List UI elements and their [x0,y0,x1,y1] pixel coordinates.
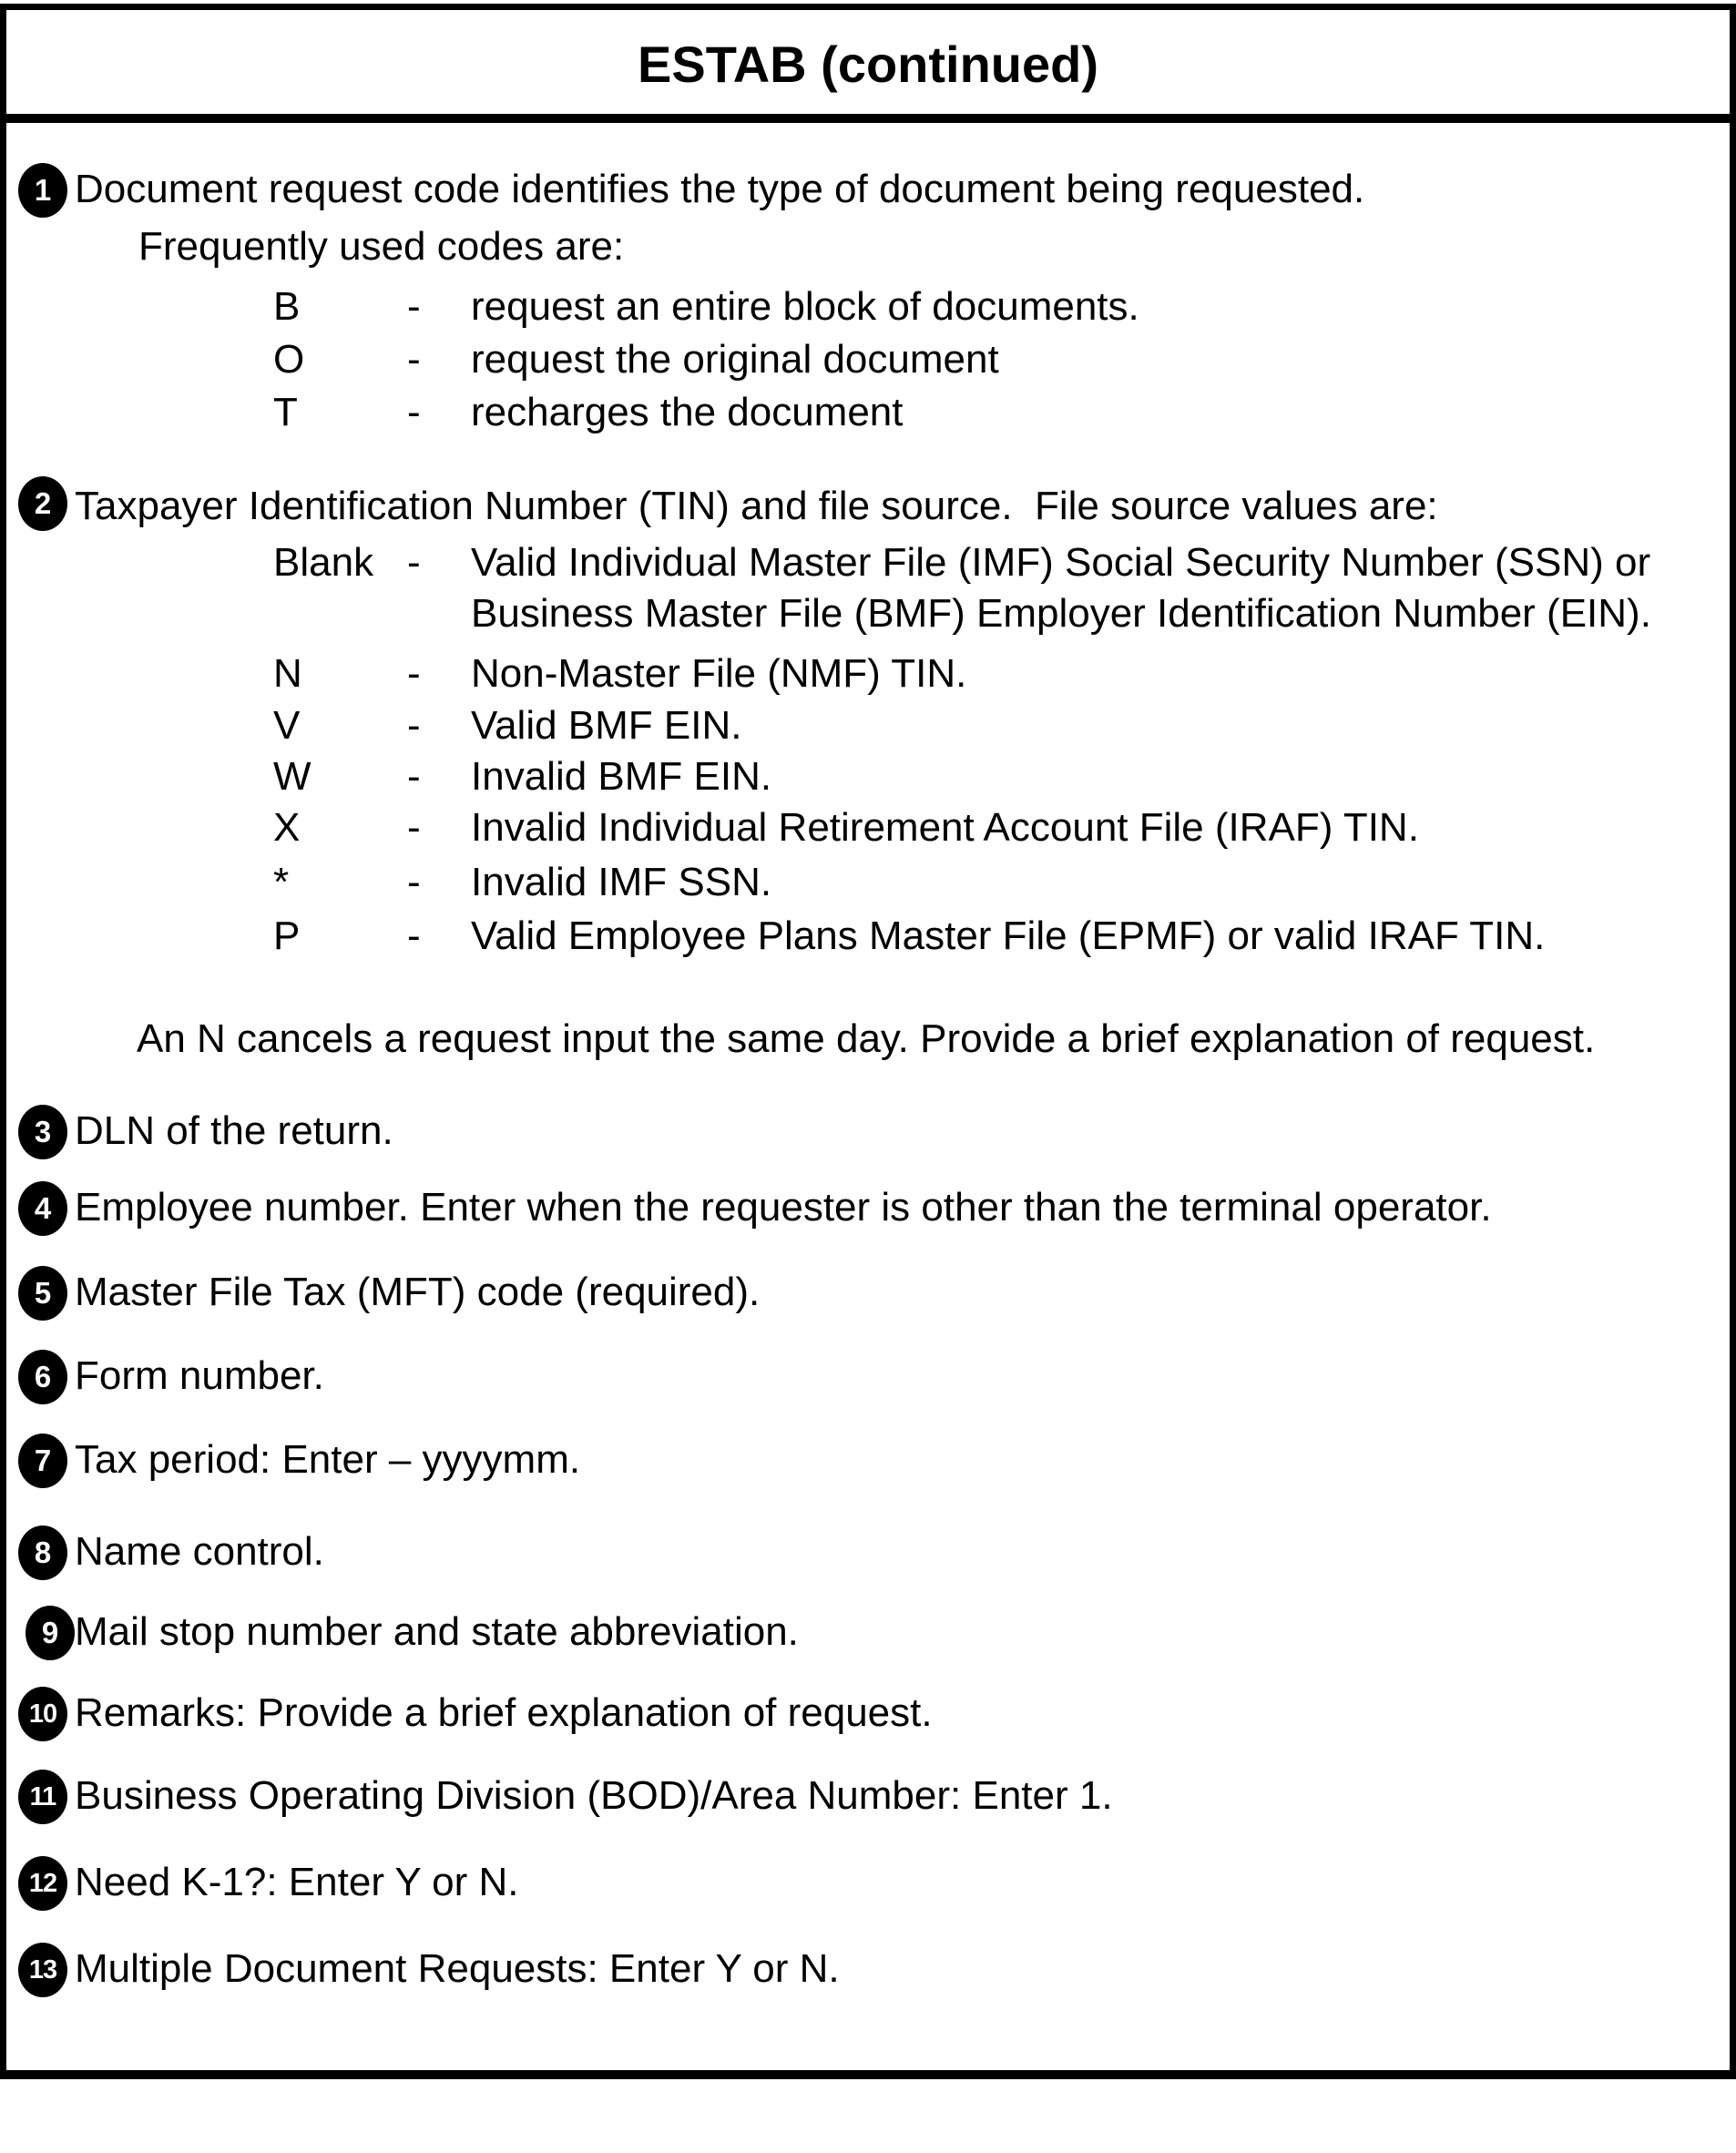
item-2-code-desc: Invalid Individual Retirement Account File (IRAF) TIN. [471,805,1419,850]
item-2-code-desc-cont: Business Master File (BMF) Employer Identification Number (EIN). [471,591,1651,636]
item-2-code-dash: - [407,651,421,696]
item-2-code-desc: Valid BMF EIN. [471,703,742,748]
item-9-badge: 9 [26,1606,75,1660]
item-10-text: Remarks: Provide a brief explanation of request. [75,1690,933,1735]
item-1-code-term: O [273,337,305,382]
item-13-badge: 13 [18,1943,67,1997]
item-2-code-term: * [273,860,290,904]
item-2-badge: 2 [18,476,67,531]
item-5-badge: 5 [18,1266,67,1321]
item-4-text: Employee number. Enter when the requester is other than the terminal operator. [75,1185,1492,1230]
item-2-code-desc: Non-Master File (NMF) TIN. [471,651,967,696]
item-6-badge: 6 [18,1350,67,1404]
item-10-badge: 10 [18,1687,67,1741]
item-2-code-dash: - [407,703,421,748]
item-1-code-desc: recharges the document [471,390,904,434]
item-1-code-dash: - [407,284,421,329]
item-9-text: Mail stop number and state abbreviation. [75,1609,799,1654]
item-4-badge: 4 [18,1181,67,1236]
item-1-code-desc: request the original document [471,337,999,382]
item-2-code-term: W [273,754,311,799]
item-2-code-term: P [273,913,301,958]
item-12-badge: 12 [18,1856,67,1911]
item-2-code-dash: - [407,540,421,585]
item-11-text: Business Operating Division (BOD)/Area Number: Enter 1. [75,1773,1113,1818]
item-7-badge: 7 [18,1434,67,1488]
item-2-note: An N cancels a request input the same day. Provide a brief explanation of request. [137,1016,1596,1061]
item-2-code-term: Blank [273,540,374,585]
item-8-badge: 8 [18,1525,67,1580]
item-2-code-dash: - [407,805,421,850]
item-2-code-dash: - [407,913,421,958]
item-1-code-dash: - [407,390,421,434]
item-2-code-term: X [273,805,301,850]
item-2-code-term: N [273,651,302,696]
item-1-code-term: B [273,284,301,329]
item-2-code-desc: Valid Employee Plans Master File (EPMF) or valid IRAF TIN. [471,913,1546,958]
page-title: ESTAB (continued) [637,36,1099,93]
item-2-code-desc: Invalid IMF SSN. [471,860,772,904]
item-2-code-dash: - [407,860,421,904]
item-7-text: Tax period: Enter – yyyymm. [75,1437,581,1482]
item-8-text: Name control. [75,1529,324,1574]
item-6-text: Form number. [75,1353,324,1398]
item-1-code-desc: request an entire block of documents. [471,284,1139,329]
item-1-code-dash: - [407,337,421,382]
item-1-code-term: T [273,390,298,434]
item-1-text: Document request code identifies the type of document being requested. [75,167,1365,211]
item-3-badge: 3 [18,1105,67,1159]
item-2-text: Taxpayer Identification Number (TIN) and file source. File source values are: [75,484,1438,528]
item-11-badge: 11 [18,1770,67,1824]
item-2-code-dash: - [407,754,421,799]
item-5-text: Master File Tax (MFT) code (required). [75,1270,761,1314]
item-12-text: Need K-1?: Enter Y or N. [75,1860,519,1904]
item-13-text: Multiple Document Requests: Enter Y or N. [75,1946,840,1991]
item-3-text: DLN of the return. [75,1108,393,1153]
item-2-code-desc: Invalid BMF EIN. [471,754,772,799]
item-1-badge: 1 [18,163,67,218]
item-2-code-desc: Valid Individual Master File (IMF) Social Security Number (SSN) or [471,540,1651,585]
item-1-subheading: Frequently used codes are: [138,224,625,269]
item-2-code-term: V [273,703,301,748]
